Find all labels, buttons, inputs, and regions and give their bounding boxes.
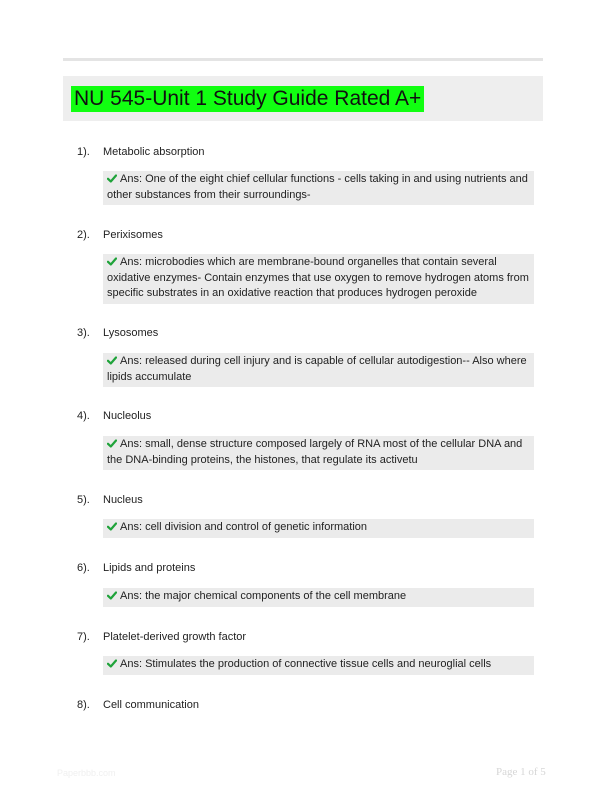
watermark: Paperbbb.com xyxy=(57,768,116,778)
answer-box xyxy=(103,656,534,675)
question-term: Nucleolus xyxy=(103,410,152,422)
question-term: Metabolic absorption xyxy=(103,146,205,158)
top-divider xyxy=(63,58,543,61)
answer-text: Ans: the major chemical components of the cell membrane xyxy=(120,590,407,602)
question-number: 6). xyxy=(77,562,90,574)
answer-box xyxy=(103,519,534,538)
page-number: Page 1 of 5 xyxy=(496,766,546,778)
check-icon xyxy=(107,174,117,183)
check-icon xyxy=(107,659,117,668)
question-number: 8). xyxy=(77,699,90,711)
question-term: Perixisomes xyxy=(103,229,163,241)
question-number: 1). xyxy=(77,146,90,158)
answer-text: Ans: One of the eight chief cellular functions - cells taking in and using nutrients and other substances from their surroundings- xyxy=(107,173,528,201)
answer-text: Ans: Stimulates the production of connective tissue cells and neuroglial cells xyxy=(120,658,492,670)
answer-text: Ans: small, dense structure composed largely of RNA most of the cellular DNA and the DNA-binding proteins, the histones, that regulate its activetu xyxy=(107,438,523,466)
question-number: 2). xyxy=(77,229,90,241)
check-icon xyxy=(107,257,117,266)
question-number: 4). xyxy=(77,410,90,422)
answer-text: Ans: microbodies which are membrane-bound organelles that contain several oxidative enzymes- Contain enzymes that use oxygen to remove hydrogen atoms from specific substrates in an oxidative reaction that produces hydrogen peroxide xyxy=(107,256,529,299)
question-term: Lipids and proteins xyxy=(103,562,196,574)
question-term: Lysosomes xyxy=(103,327,159,339)
check-icon xyxy=(107,356,117,365)
answer-box xyxy=(103,436,534,470)
question-number: 5). xyxy=(77,494,90,506)
document-title: NU 545-Unit 1 Study Guide Rated A+ xyxy=(71,86,424,112)
answer-text: Ans: released during cell injury and is capable of cellular autodigestion-- Also where lipids accumulate xyxy=(107,355,527,383)
answer-box xyxy=(103,353,534,387)
title-band xyxy=(63,76,543,121)
question-term: Nucleus xyxy=(103,494,143,506)
check-icon xyxy=(107,591,117,600)
question-number: 3). xyxy=(77,327,90,339)
answer-box xyxy=(103,171,534,205)
check-icon xyxy=(107,522,117,531)
question-term: Platelet-derived growth factor xyxy=(103,631,247,643)
answer-text: Ans: cell division and control of genetic information xyxy=(120,521,368,533)
answer-box xyxy=(103,588,534,607)
answer-box xyxy=(103,254,534,304)
question-term: Cell communication xyxy=(103,699,199,711)
check-icon xyxy=(107,439,117,448)
question-number: 7). xyxy=(77,631,90,643)
